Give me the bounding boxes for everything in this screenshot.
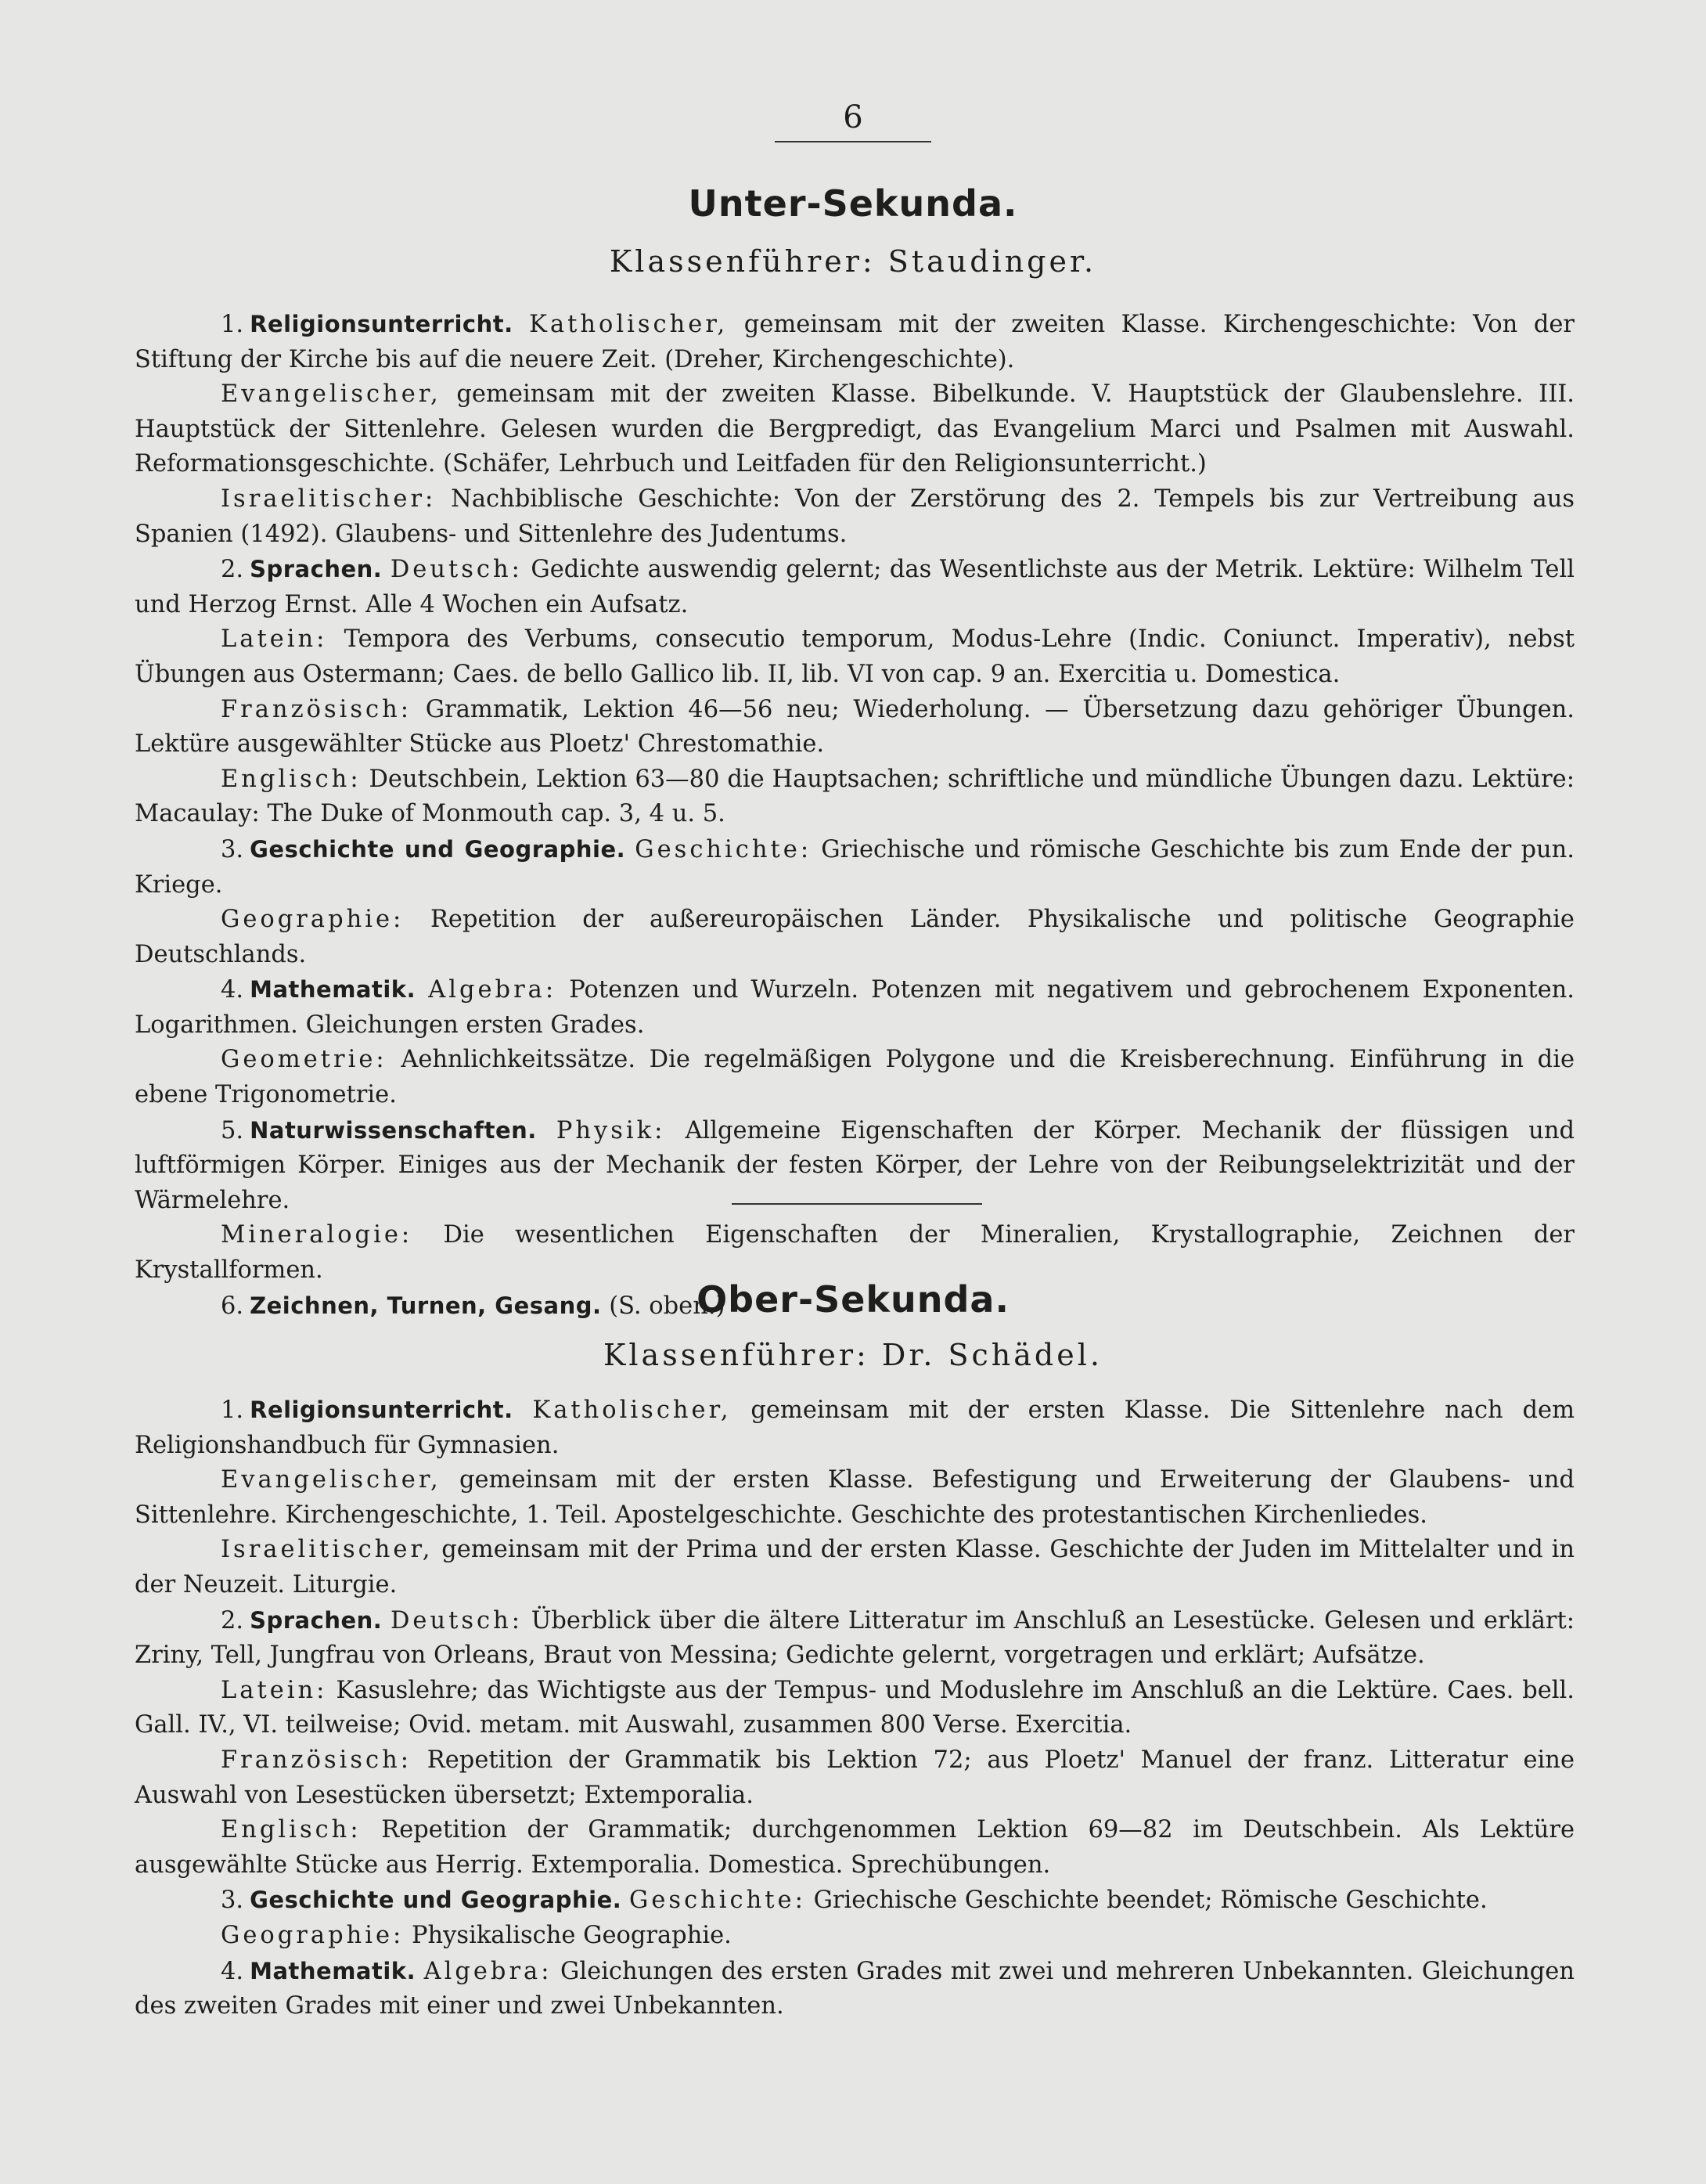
subject-heading: Mathematik. xyxy=(250,976,416,1004)
paragraph: Französisch: Grammatik, Lektion 46—56 neu; Wiederholung. — Übersetzung dazu gehöriger Übungen. Lektüre ausgewählter Stücke aus Ploetz' Chrestomathie. xyxy=(135,695,1575,759)
paragraph: Geometrie: Aehnlichkeitssätze. Die regelmäßigen Polygone und die Kreisberechnung. Einführung in die ebene Trigonometrie. xyxy=(135,1046,1575,1109)
paragraph: Geographie: Repetition der außereuropäischen Länder. Physikalische und politische Geographie Deutschlands. xyxy=(135,906,1575,968)
header-rule xyxy=(775,141,931,142)
paragraph: 4. Mathematik. Algebra: Gleichungen des ersten Grades mit zwei und mehreren Unbekannten. Gleichungen des zweiten Grades mit einer und zwei Unbekannten. xyxy=(135,1957,1575,2020)
paragraph: 1. Religionsunterricht. Katholischer, gemeinsam mit der zweiten Klasse. Kirchengeschichte: Von der Stiftung der Kirche bis auf die neuere Zeit. (Dreher, Kirchengeschichte). xyxy=(135,311,1575,373)
paragraph: Englisch: Repetition der Grammatik; durchgenommen Lektion 69—82 im Deutschbein. Als Lektüre ausgewählte Stücke aus Herrig. Extemporalia. Domestica. Sprechübungen. xyxy=(135,1816,1575,1879)
subject-heading: Geschichte und Geographie. xyxy=(250,1887,622,1914)
subject-heading: Sprachen. xyxy=(250,1606,383,1634)
paragraph: 5. Naturwissenschaften. Physik: Allgemeine Eigenschaften der Körper. Mechanik der flüssigen und luftförmigen Körper. Einiges aus der Mechanik der festen Körper, der Lehre von der Reibungselektrizität und der Wärmelehre. xyxy=(135,1116,1575,1214)
paragraph: 2. Sprachen. Deutsch: Überblick über die ältere Litteratur im Anschluß an Lesestücke. Gelesen und erklärt: Zriny, Tell, Jungfrau von Orleans, Braut von Messina; Gedichte gelernt, vorgetragen und erklärt; Aufsätze. xyxy=(135,1606,1575,1670)
paragraph: Israelitischer, gemeinsam mit der Prima und der ersten Klasse. Geschichte der Juden im Mittelalter und in der Neuzeit. Liturgie. xyxy=(135,1536,1575,1598)
subject-heading: Religionsunterricht. xyxy=(250,1397,513,1423)
paragraph: 3. Geschichte und Geographie. Geschichte: Griechische Geschichte beendet; Römische Geschichte. xyxy=(221,1887,1488,1915)
paragraph: Evangelischer, gemeinsam mit der zweiten Klasse. Bibelkunde. V. Hauptstück der Glaubenslehre. III. Hauptstück der Sittenlehre. Gelesen wurden die Bergpredigt, das Evangelium Marci und Psalmen mit Auswahl. Reformationsgeschichte. (Schäfer, Lehrbuch und Leitfaden für den Religionsunterricht.) xyxy=(135,380,1575,478)
paragraph: 4. Mathematik. Algebra: Potenzen und Wurzeln. Potenzen mit negativem und gebrochenem Exponenten. Logarithmen. Gleichungen ersten Grades. xyxy=(135,976,1575,1039)
paragraph: Israelitischer: Nachbiblische Geschichte: Von der Zerstörung des 2. Tempels bis zur Vertreibung aus Spanien (1492). Glaubens- und Sittenlehre des Judentums. xyxy=(135,485,1575,548)
paragraph: Geographie: Physikalische Geographie. xyxy=(221,1921,732,1949)
section-title-ober-sekunda: Ober-Sekunda. xyxy=(696,1278,1010,1321)
section-title-unter-sekunda: Unter-Sekunda. xyxy=(688,182,1018,225)
subject-heading: Naturwissenschaften. xyxy=(250,1116,537,1144)
paragraph: Französisch: Repetition der Grammatik bis Lektion 72; aus Ploetz' Manuel der franz. Litteratur eine Auswahl von Lesestücken übersetzt; Extemporalia. xyxy=(135,1746,1575,1809)
paragraph: 3. Geschichte und Geographie. Geschichte: Griechische und römische Geschichte bis zum Ende der pun. Kriege. xyxy=(135,835,1575,899)
paragraph: 1. Religionsunterricht. Katholischer, gemeinsam mit der ersten Klasse. Die Sittenlehre nach dem Religionshandbuch für Gymnasien. xyxy=(135,1397,1575,1459)
page-number: 6 xyxy=(843,99,863,135)
unter-sekunda-curriculum xyxy=(135,307,1575,1324)
subject-heading: Geschichte und Geographie. xyxy=(250,835,626,863)
paragraph: 2. Sprachen. Deutsch: Gedichte auswendig gelernt; das Wesentlichste aus der Metrik. Lektüre: Wilhelm Tell und Herzog Ernst. Alle 4 Wochen ein Aufsatz. xyxy=(135,556,1575,618)
subject-heading: Zeichnen, Turnen, Gesang. xyxy=(250,1292,602,1319)
class-leader-ober-sekunda: Klassenführer: Dr. Schädel. xyxy=(603,1338,1103,1372)
section-divider xyxy=(732,1203,982,1205)
ober-sekunda-curriculum xyxy=(135,1393,1575,2024)
paragraph: Latein: Kasuslehre; das Wichtigste aus der Tempus- und Moduslehre im Anschluß an die Lektüre. Caes. bell. Gall. IV., VI. teilweise; Ovid. metam. mit Auswahl, zusammen 800 Verse. Exercitia. xyxy=(135,1676,1575,1739)
subject-heading: Religionsunterricht. xyxy=(250,311,513,337)
subject-heading: Mathematik. xyxy=(250,1957,416,1984)
paragraph: 6. Zeichnen, Turnen, Gesang. (S. oben.) xyxy=(221,1292,725,1320)
paragraph: Latein: Tempora des Verbums, consecutio temporum, Modus-Lehre (Indic. Coniunct. Imperativ), nebst Übungen aus Ostermann; Caes. de bello Gallico lib. II, lib. VI von cap. 9 an. Exercitia u. Domestica. xyxy=(135,625,1575,688)
paragraph: Mineralogie: Die wesentlichen Eigenschaften der Mineralien, Krystallographie, Zeichnen der Krystallformen. xyxy=(135,1221,1575,1285)
subject-heading: Sprachen. xyxy=(250,556,383,583)
paragraph: Englisch: Deutschbein, Lektion 63—80 die Hauptsachen; schriftliche und mündliche Übungen dazu. Lektüre: Macaulay: The Duke of Monmouth cap. 3, 4 u. 5. xyxy=(135,765,1575,828)
class-leader-unter-sekunda: Klassenführer: Staudinger. xyxy=(609,244,1097,279)
paragraph: Evangelischer, gemeinsam mit der ersten Klasse. Befestigung und Erweiterung der Glaubens- und Sittenlehre. Kirchengeschichte, 1. Teil. Apostelgeschichte. Geschichte des protestantischen Kirchenliedes. xyxy=(135,1466,1575,1529)
